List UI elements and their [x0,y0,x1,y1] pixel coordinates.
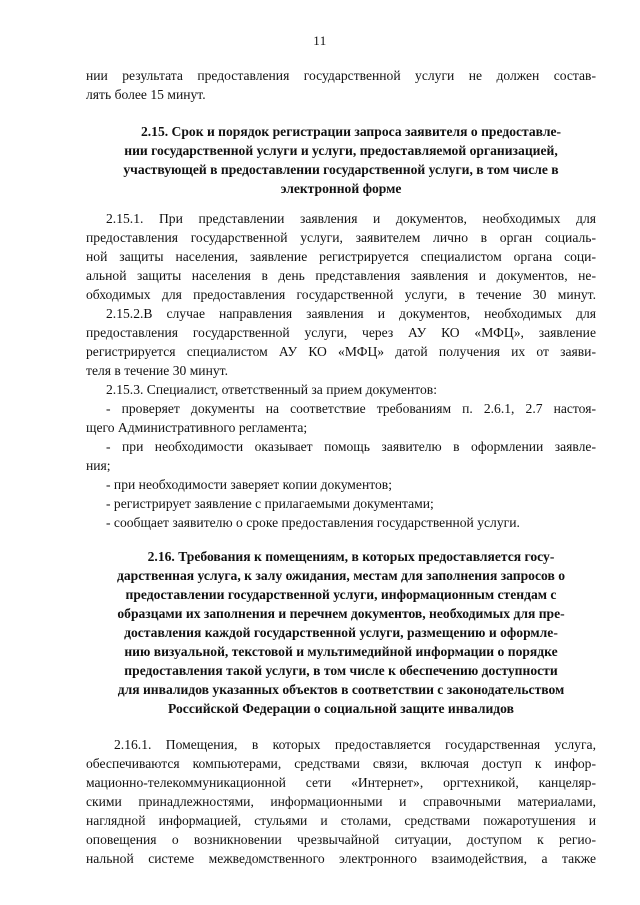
section-heading-2-16: дарственная услуга, к залу ожидания, местам для заполнения запросов о [117,568,565,583]
body-text-line: нии результата предоставления государственной услуги не должен состав- [86,68,596,83]
paragraph-2-15-2-line: предоставления государственной услуги, через АУ КО «МФЦ», заявление [86,325,596,340]
list-item-continuation: щего Административного регламента; [86,420,308,435]
section-heading-2-15: электронной форме [280,181,402,196]
section-heading-2-16: Российской Федерации о социальной защите инвалидов [168,701,514,716]
paragraph-2-16-1-line: нальной системе межведомственного электронного взаимодействия, а также [86,851,596,866]
paragraph-2-16-1-line: 2.16.1. Помещения, в которых предоставляется государственная услуга, [114,737,596,752]
paragraph-2-15-1-line: обходимых для предоставления государственной услуги, в течение 30 минут. [86,287,596,302]
section-heading-2-15: участвующей в предоставлении государственной услуги, в том числе в [123,162,559,177]
section-heading-2-15: 2.15. Срок и порядок регистрации запроса заявителя о предоставле- [140,124,562,139]
section-heading-2-16: доставления каждой государственной услуги, размещению и оформле- [124,625,558,640]
page-number: 11 [313,33,327,48]
paragraph-2-16-1-line: мационно-телекоммуникационной сети «Интернет», оргтехникой, канцеляр- [86,775,596,790]
paragraph-2-15-3-line: 2.15.3. Специалист, ответственный за прием документов: [106,382,437,397]
section-heading-2-16: для инвалидов указанных объектов в соответствии с законодательством [117,682,565,697]
list-item: - проверяет документы на соответствие требованиям п. 2.6.1, 2.7 настоя- [106,401,596,416]
section-heading-2-16: нию визуальной, текстовой и мультимедийной информации о порядке [124,644,558,659]
paragraph-2-15-1-line: предоставления государственной услуги, заявителем лично в орган социаль- [86,230,596,245]
paragraph-2-15-1-line: ной защиты населения, заявление регистрируется специалистом органа соци- [86,249,596,264]
list-item: - при необходимости заверяет копии документов; [106,477,392,492]
paragraph-2-16-1-line: скими принадлежностями, информационными и справочными материалами, [86,794,596,809]
paragraph-2-16-1-line: обеспечиваются компьютерами, средствами связи, включая доступ к инфор- [86,756,596,771]
paragraph-2-15-2-line: регистрируется специалистом АУ КО «МФЦ» датой получения их от заяви- [86,344,596,359]
list-item-continuation: ния; [86,458,111,473]
paragraph-2-15-1-line: 2.15.1. При представлении заявления и документов, необходимых для [106,211,596,226]
paragraph-2-15-2-line: теля в течение 30 минут. [86,363,228,378]
list-item: - сообщает заявителю о сроке предоставления государственной услуги. [106,515,520,530]
list-item: - при необходимости оказывает помощь заявителю в оформлении заявле- [106,439,596,454]
section-heading-2-16: 2.16. Требования к помещениям, в которых предоставляется госу- [147,549,555,564]
list-item: - регистрирует заявление с прилагаемыми документами; [106,496,434,511]
paragraph-2-15-1-line: альной защиты населения в день представления заявления и документов, не- [86,268,596,283]
section-heading-2-16: предоставлении государственной услуги, информационным стендам с [125,587,557,602]
section-heading-2-15: нии государственной услуги и услуги, предоставляемой организацией, [124,143,558,158]
paragraph-2-15-2-line: 2.15.2.В случае направления заявления и документов, необходимых для [106,306,596,321]
body-text-line: лять более 15 минут. [86,87,206,102]
paragraph-2-16-1-line: наглядной информацией, стульями и столами, средствами пожаротушения и [86,813,596,828]
section-heading-2-16: образцами их заполнения и перечнем документов, необходимых для пре- [117,606,565,621]
paragraph-2-16-1-line: оповещения о возникновении чрезвычайной ситуации, доступом к регио- [86,832,596,847]
section-heading-2-16: предоставления такой услуги, в том числе к обеспечению доступности [124,663,558,678]
